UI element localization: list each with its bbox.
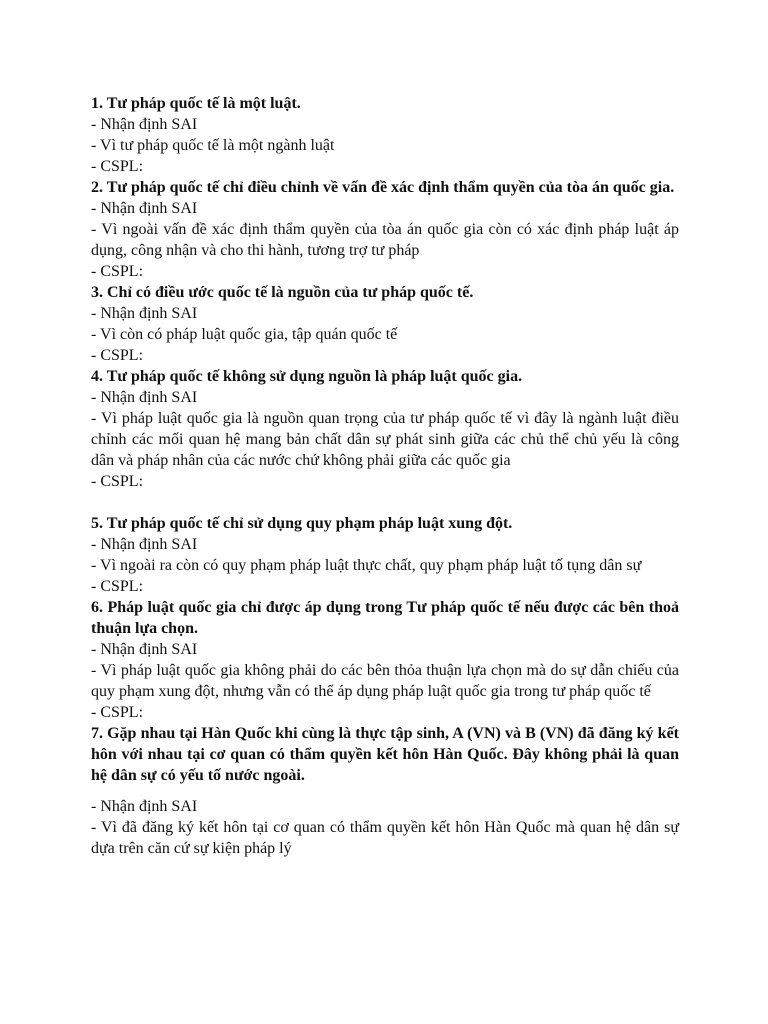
- verdict-5: - Nhận định SAI: [91, 536, 198, 553]
- reason-4: - Vì pháp luật quốc gia là nguồn quan trọng của tư pháp quốc tế vì đây là ngành luật điều chỉnh các mối quan hệ mang bản chất dân sự phát sinh giữa các chủ thể chủ yếu là công dân và pháp nhân của các nước chứ không phải giữa các quốc gia: [91, 410, 679, 469]
- cspl-4: - CSPL:: [91, 473, 144, 490]
- question-3: 3. Chỉ có điều ước quốc tế là nguồn của tư pháp quốc tế.: [91, 284, 474, 301]
- question-6: 6. Pháp luật quốc gia chỉ được áp dụng trong Tư pháp quốc tế nếu được các bên thoả thuận lựa chọn.: [91, 599, 679, 637]
- verdict-7: - Nhận định SAI: [91, 798, 198, 815]
- reason-1: - Vì tư pháp quốc tế là một ngành luật: [91, 137, 335, 154]
- reason-7: - Vì đã đăng ký kết hôn tại cơ quan có thẩm quyền kết hôn Hàn Quốc mà quan hệ dân sự dựa trên căn cứ sự kiện pháp lý: [91, 819, 679, 857]
- question-4: 4. Tư pháp quốc tế không sử dụng nguồn là pháp luật quốc gia.: [91, 368, 523, 385]
- verdict-3: - Nhận định SAI: [91, 305, 198, 322]
- verdict-1: - Nhận định SAI: [91, 116, 198, 133]
- question-7: 7. Gặp nhau tại Hàn Quốc khi cùng là thực tập sinh, A (VN) và B (VN) đã đăng ký kết hôn với nhau tại cơ quan có thẩm quyền kết hôn Hàn Quốc. Đây không phải là quan hệ dân sự có yếu tố nước ngoài.: [91, 725, 679, 784]
- reason-5: - Vì ngoài ra còn có quy phạm pháp luật thực chất, quy phạm pháp luật tố tụng dân sự: [91, 557, 642, 574]
- reason-2: - Vì ngoài vấn đề xác định thẩm quyền của tòa án quốc gia còn có xác định pháp luật áp dụng, công nhận và cho thi hành, tương trợ tư pháp: [91, 221, 679, 259]
- reason-6: - Vì pháp luật quốc gia không phải do các bên thỏa thuận lựa chọn mà do sự dẫn chiếu của quy phạm xung đột, nhưng vẫn có thể áp dụng pháp luật quốc gia trong tư pháp quốc tế: [91, 662, 679, 700]
- cspl-2: - CSPL:: [91, 263, 144, 280]
- paragraph-gap: [91, 492, 679, 513]
- document-page: [91, 93, 679, 859]
- reason-3: - Vì còn có pháp luật quốc gia, tập quán quốc tế: [91, 326, 398, 343]
- question-5: 5. Tư pháp quốc tế chỉ sử dụng quy phạm pháp luật xung đột.: [91, 515, 513, 532]
- cspl-6: - CSPL:: [91, 704, 144, 721]
- verdict-2: - Nhận định SAI: [91, 200, 198, 217]
- cspl-5: - CSPL:: [91, 578, 144, 595]
- cspl-3: - CSPL:: [91, 347, 144, 364]
- cspl-1: - CSPL:: [91, 158, 144, 175]
- question-1: 1. Tư pháp quốc tế là một luật.: [91, 95, 301, 112]
- verdict-6: - Nhận định SAI: [91, 641, 198, 658]
- verdict-4: - Nhận định SAI: [91, 389, 198, 406]
- paragraph-gap: [91, 786, 679, 796]
- question-2: 2. Tư pháp quốc tế chỉ điều chỉnh về vấn đề xác định thẩm quyền của tòa án quốc gia.: [91, 179, 675, 196]
